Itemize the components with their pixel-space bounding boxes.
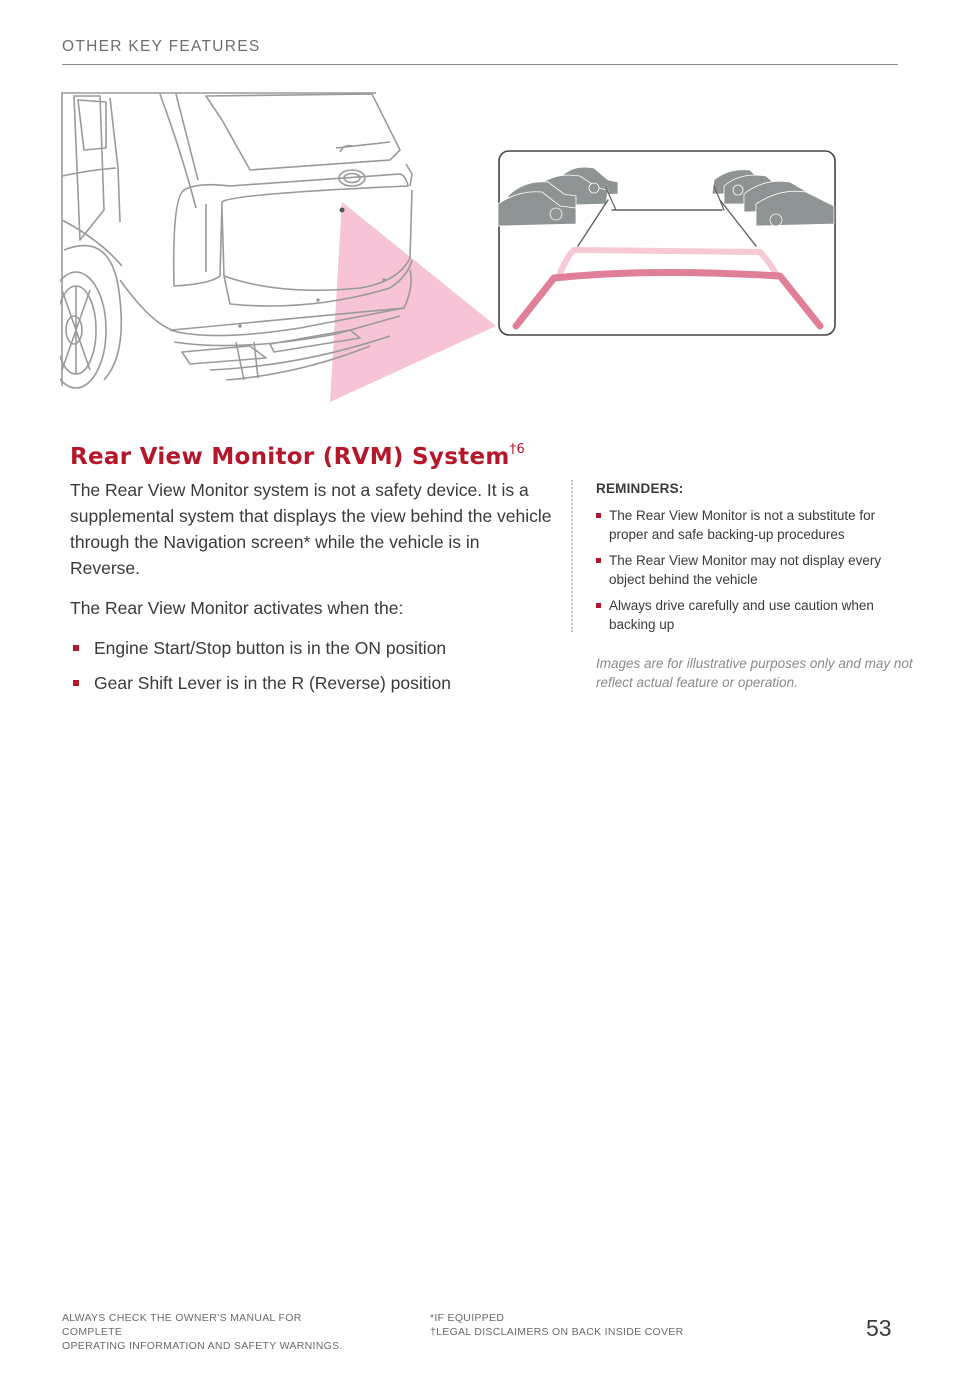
title-text: Rear View Monitor (RVM) System (70, 444, 510, 470)
footer-note-line: *IF EQUIPPED (430, 1312, 505, 1324)
list-item (596, 506, 906, 544)
image-disclaimer-caption: Images are for illustrative purposes only and may not reflect actual feature or operation. (596, 656, 913, 690)
list-item (596, 596, 906, 634)
title-superscript: †6 (509, 442, 526, 458)
bullet-square (73, 680, 79, 686)
list-item-text: Engine Start/Stop button is in the ON position (94, 638, 447, 658)
column-divider (571, 480, 573, 632)
footer-warning-line: ALWAYS CHECK THE OWNER’S MANUAL FOR COMPLETE (62, 1312, 302, 1338)
body-text (70, 477, 552, 705)
list-item (70, 635, 552, 661)
bullet-square (596, 558, 601, 563)
list-item-text: Always drive carefully and use caution when backing up (609, 598, 874, 632)
bullet-square (596, 513, 601, 518)
reminders-heading: REMINDERS: (596, 481, 684, 496)
footer-notes (430, 1311, 750, 1339)
footer-note-line: †LEGAL DISCLAIMERS ON BACK INSIDE COVER (430, 1326, 684, 1338)
list-item-text: The Rear View Monitor may not display every object behind the vehicle (609, 553, 882, 587)
footer-warning (62, 1311, 362, 1353)
activation-paragraph: The Rear View Monitor activates when the: (70, 598, 404, 618)
suv-rear-illustration (60, 90, 500, 410)
header-divider (62, 64, 898, 65)
activation-list (70, 635, 552, 696)
list-item (70, 670, 552, 696)
section-header: OTHER KEY FEATURES (62, 38, 261, 55)
camera-view-zone (330, 202, 496, 402)
rear-camera-view-with-guidelines (498, 150, 836, 336)
list-item-text: The Rear View Monitor is not a substitute for proper and safe backing-up procedures (609, 508, 876, 542)
list-item (596, 551, 906, 589)
bullet-square (73, 645, 79, 651)
bullet-square (596, 603, 601, 608)
rear-camera (340, 208, 345, 213)
footer-warning-line: OPERATING INFORMATION AND SAFETY WARNINGS. (62, 1340, 343, 1352)
reminders-list (596, 506, 906, 634)
page-number: 53 (866, 1315, 892, 1341)
intro-paragraph: The Rear View Monitor system is not a safety device. It is a supplemental system that displays the view behind the vehicle through the Navigation screen* while the vehicle is in Reverse. (70, 480, 552, 578)
list-item-text: Gear Shift Lever is in the R (Reverse) position (94, 673, 451, 693)
page-title (70, 444, 525, 470)
reminders-box (596, 479, 906, 641)
